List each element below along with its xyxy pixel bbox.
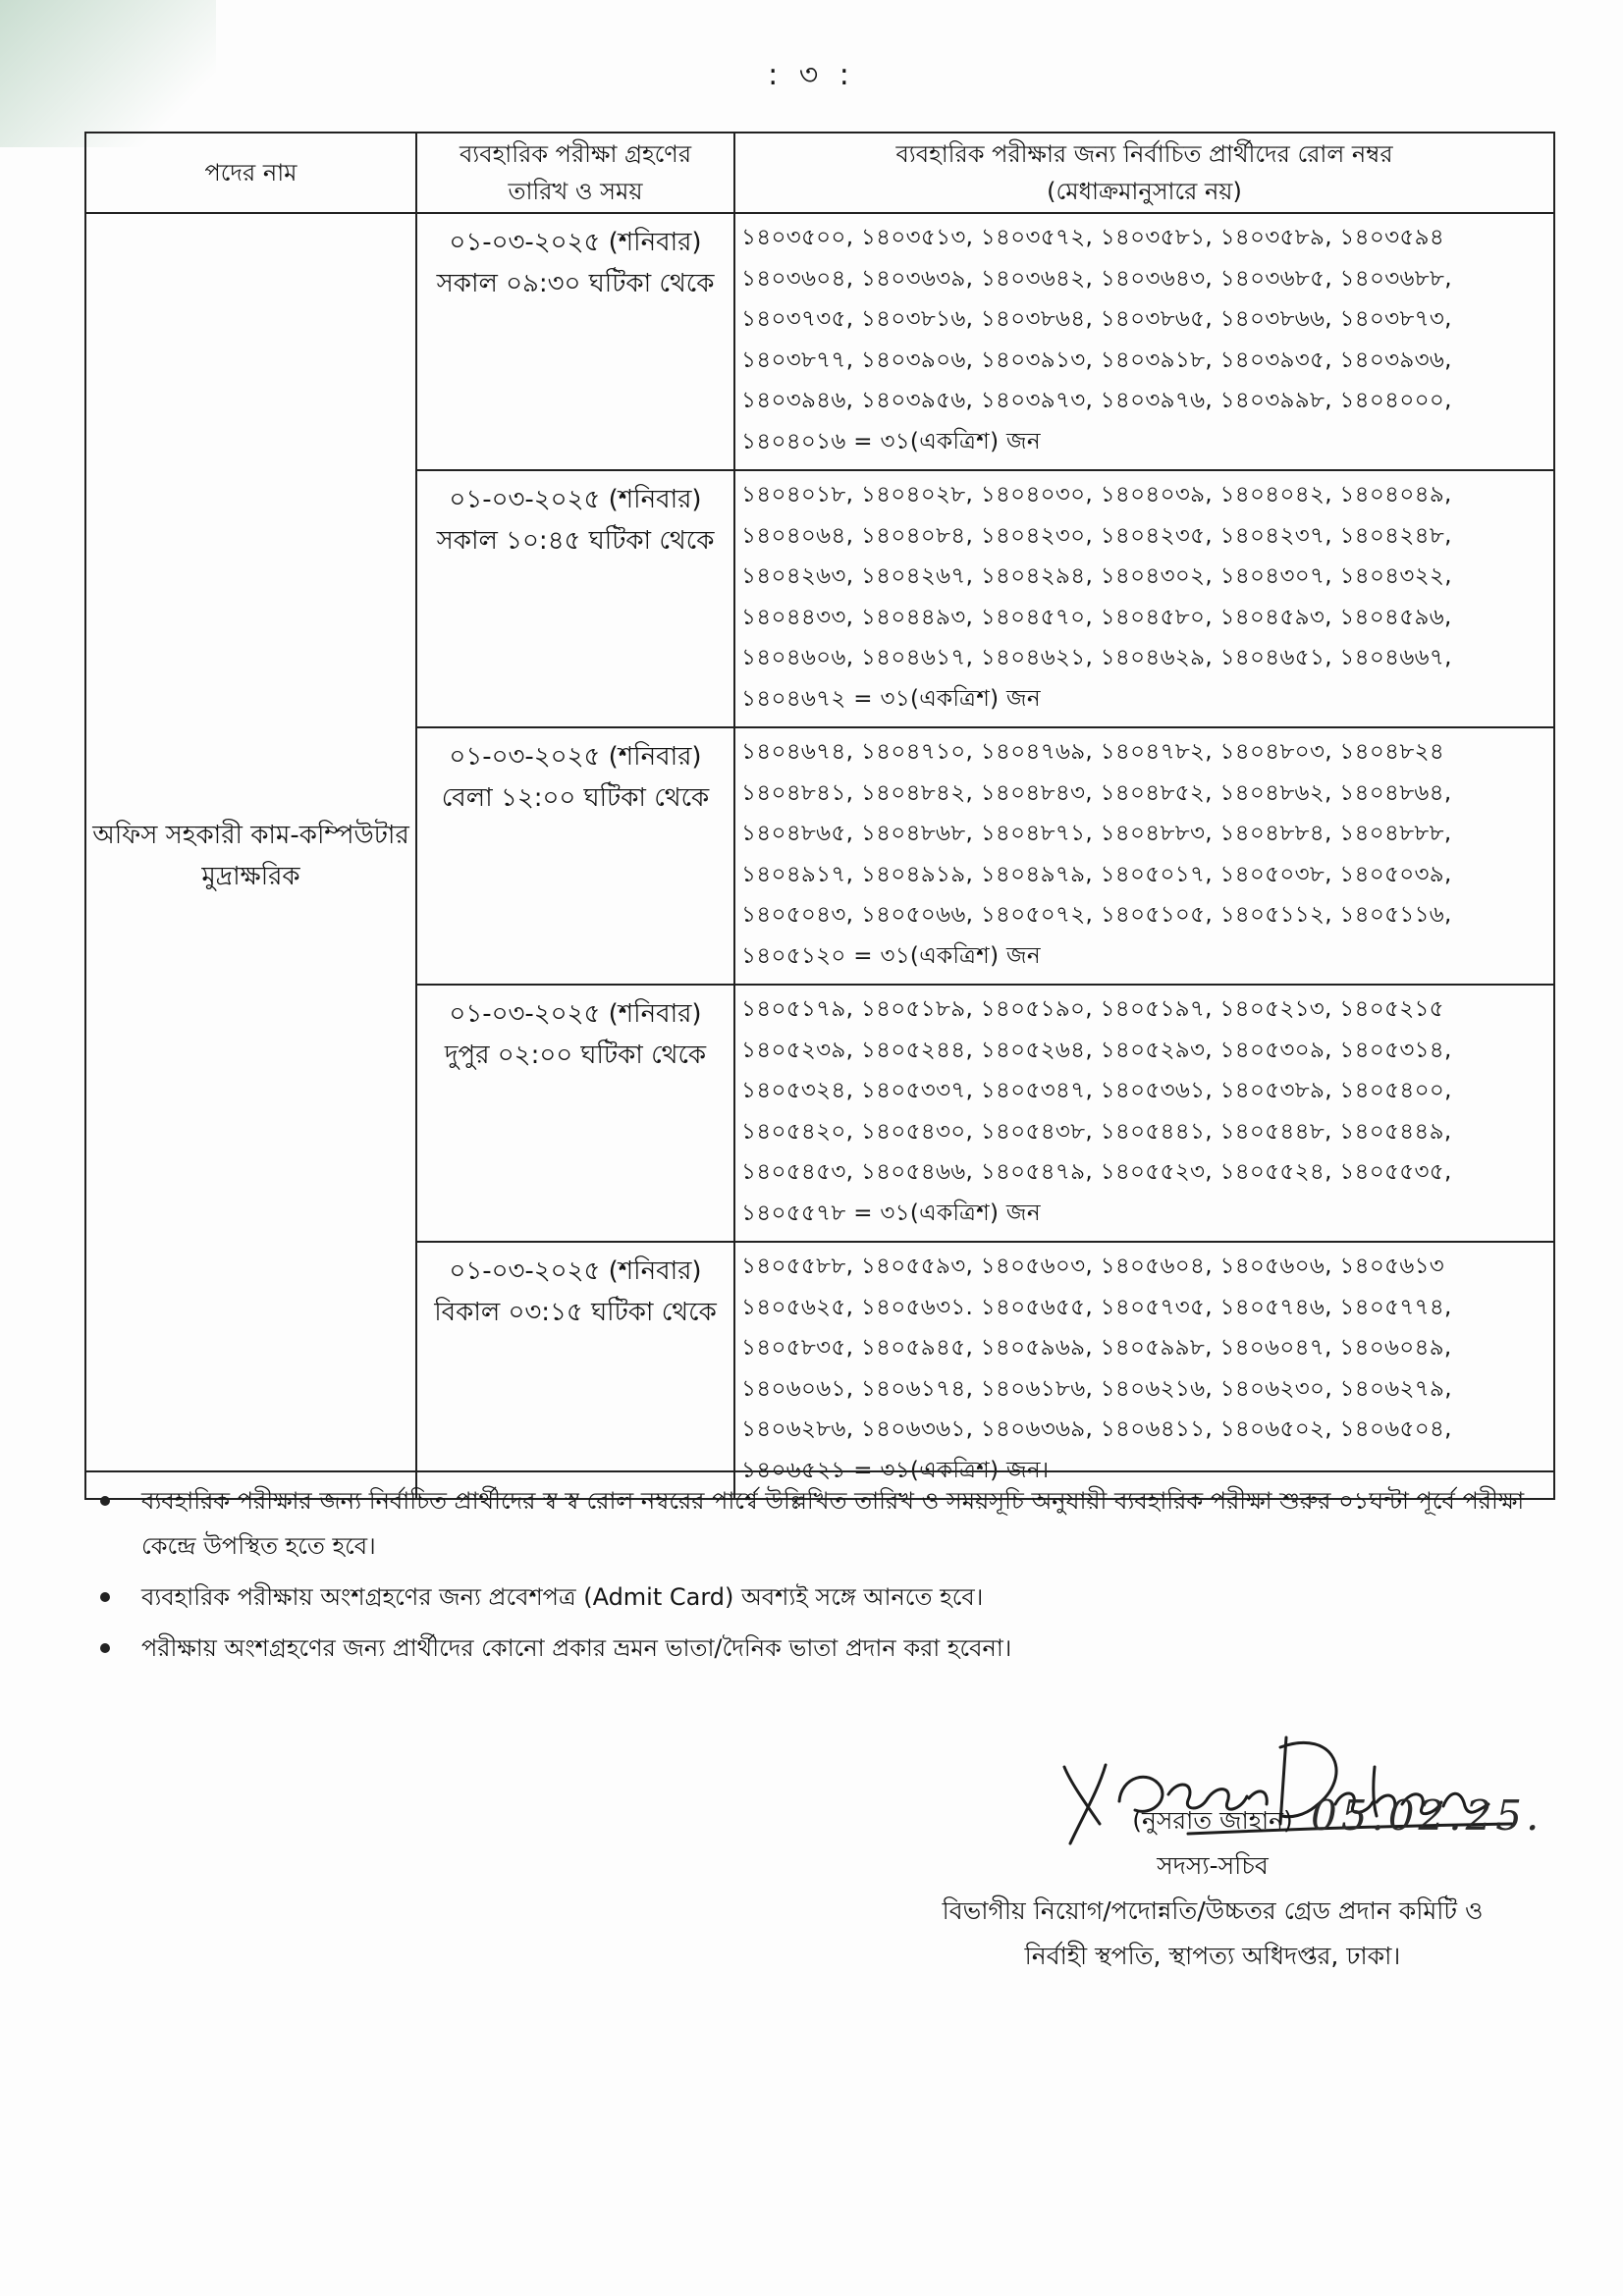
session-datetime xyxy=(416,727,734,985)
session-date: ০১-০৩-২০২৫ (শনিবার) xyxy=(449,999,702,1029)
session-total: ১৪০৫১২০ = ৩১(একত্রিশ) জন xyxy=(741,942,1041,969)
page-number: : ৩ : xyxy=(768,58,855,92)
session-datetime xyxy=(416,1242,734,1499)
header-post-name: পদের নাম xyxy=(85,133,416,213)
instruction-item: ব্যবহারিক পরীক্ষার জন্য নির্বাচিত প্রার্থীদের স্ব স্ব রোল নম্বরের পার্শ্বে উল্লিখিত তারিখ ও সময়সূচি অনুযায়ী ব্যবহারিক পরীক্ষা শুরুর ০১ঘন্টা পূর্বে পরীক্ষা কেন্দ্রে উপস্থিত হতে হবে। xyxy=(92,1478,1545,1569)
table-row xyxy=(85,213,1554,470)
session-time: বিকাল ০৩:১৫ ঘটিকা থেকে xyxy=(434,1298,717,1327)
table-header-row xyxy=(85,133,1554,213)
instruction-item: ব্যবহারিক পরীক্ষায় অংশগ্রহণের জন্য প্রবেশপত্র (Admit Card) অবশ্যই সঙ্গে আনতে হবে। xyxy=(92,1575,1545,1620)
header-selected-roll-numbers: ব্যবহারিক পরীক্ষার জন্য নির্বাচিত প্রার্থীদের রোল নম্বর (মেধাক্রমানুসারে নয়) xyxy=(734,133,1554,213)
session-total: ১৪০৬৫২১ = ৩১(একত্রিশ) জন। xyxy=(741,1457,1050,1483)
session-date: ০১-০৩-২০২৫ (শনিবার) xyxy=(449,742,702,772)
session-total: ১৪০৫৫৭৮ = ৩১(একত্রিশ) জন xyxy=(741,1200,1041,1226)
header-exam-datetime: ব্যবহারিক পরীক্ষা গ্রহণের তারিখ ও সময় xyxy=(416,133,734,213)
signatory-committee: বিভাগীয় নিয়োগ/পদোন্নতি/উচ্চতর গ্রেড প্রদান কমিটি ও xyxy=(942,1896,1484,1925)
signatory-office: নির্বাহী স্থপতি, স্থাপত্য অধিদপ্তর, ঢাকা। xyxy=(1024,1942,1401,1970)
signatory-designation: সদস্য-সচিব xyxy=(1157,1851,1269,1880)
instruction-item: পরীক্ষায় অংশগ্রহণের জন্য প্রার্থীদের কোনো প্রকার ভ্রমন ভাতা/দৈনিক ভাতা প্রদান করা হবেনা। xyxy=(92,1626,1545,1671)
signatory-block xyxy=(854,1798,1571,1979)
session-datetime xyxy=(416,470,734,727)
session-time: সকাল ০৯:৩০ ঘটিকা থেকে xyxy=(436,269,715,298)
session-roll-numbers: ১৪০৪৬৭৪, ১৪০৪৭১০, ১৪০৪৭৬৯, ১৪০৪৭৮২, ১৪০৪৮০৩, ১৪০৪৮২৪ ১৪০৪৮৪১, ১৪০৪৮৪২, ১৪০৪৮৪৩, ১৪০৪৮৫২, ১৪০৪৮৬২, ১৪০৪৮৬৪, ১৪০৪৮৬৫, ১৪০৪৮৬৮, ১৪০৪৮৭১, ১৪০৪৮৮৩, ১৪০৪৮৮৪, ১৪০৪৮৮৮, ১৪০৪৯১৭, ১৪০৪৯১৯, ১৪০৪৯৭৯, ১৪০৫০১৭, ১৪০৫০৩৮, ১৪০৫০৩৯, ১৪০৫০৪৩, ১৪০৫০৬৬, ১৪০৫০৭২, ১৪০৫১০৫, ১৪০৫১১২, ১৪০৫১১৬, ১৪০৫১২০ = ৩১(একত্রিশ) জন xyxy=(734,727,1554,985)
session-date: ০১-০৩-২০২৫ (শনিবার) xyxy=(449,1256,702,1286)
session-total: ১৪০৪০১৬ = ৩১(একত্রিশ) জন xyxy=(741,428,1041,454)
signature-date: 05.02.25. xyxy=(1311,1791,1543,1840)
post-name-cell: অফিস সহকারী কাম-কম্পিউটার মুদ্রাক্ষরিক xyxy=(85,213,416,1499)
table-bottom-rule xyxy=(84,1470,1553,1472)
session-roll-numbers: ১৪০৪০১৮, ১৪০৪০২৮, ১৪০৪০৩০, ১৪০৪০৩৯, ১৪০৪০৪২, ১৪০৪০৪৯, ১৪০৪০৬৪, ১৪০৪০৮৪, ১৪০৪২৩০, ১৪০৪২৩৫, ১৪০৪২৩৭, ১৪০৪২৪৮, ১৪০৪২৬৩, ১৪০৪২৬৭, ১৪০৪২৯৪, ১৪০৪৩০২, ১৪০৪৩০৭, ১৪০৪৩২২, ১৪০৪৪৩৩, ১৪০৪৪৯৩, ১৪০৪৫৭০, ১৪০৪৫৮০, ১৪০৪৫৯৩, ১৪০৪৫৯৬, ১৪০৪৬০৬, ১৪০৪৬১৭, ১৪০৪৬২১, ১৪০৪৬২৯, ১৪০৪৬৫১, ১৪০৪৬৬৭, ১৪০৪৬৭২ = ৩১(একত্রিশ) জন xyxy=(734,470,1554,727)
session-datetime xyxy=(416,985,734,1242)
session-time: বেলা ১২:০০ ঘটিকা থেকে xyxy=(441,783,710,813)
practical-exam-schedule-table xyxy=(84,132,1555,1500)
session-total: ১৪০৪৬৭২ = ৩১(একত্রিশ) জন xyxy=(741,685,1041,712)
instructions-list xyxy=(92,1478,1545,1677)
session-datetime xyxy=(416,213,734,470)
session-roll-numbers: ১৪০৩৫০০, ১৪০৩৫১৩, ১৪০৩৫৭২, ১৪০৩৫৮১, ১৪০৩৫৮৯, ১৪০৩৫৯৪ ১৪০৩৬০৪, ১৪০৩৬৩৯, ১৪০৩৬৪২, ১৪০৩৬৪৩, ১৪০৩৬৮৫, ১৪০৩৬৮৮, ১৪০৩৭৩৫, ১৪০৩৮১৬, ১৪০৩৮৬৪, ১৪০৩৮৬৫, ১৪০৩৮৬৬, ১৪০৩৮৭৩, ১৪০৩৮৭৭, ১৪০৩৯০৬, ১৪০৩৯১৩, ১৪০৩৯১৮, ১৪০৩৯৩৫, ১৪০৩৯৩৬, ১৪০৩৯৪৬, ১৪০৩৯৫৬, ১৪০৩৯৭৩, ১৪০৩৯৭৬, ১৪০৩৯৯৮, ১৪০৪০০০, ১৪০৪০১৬ = ৩১(একত্রিশ) জন xyxy=(734,213,1554,470)
session-date: ০১-০৩-২০২৫ (শনিবার) xyxy=(449,485,702,514)
session-roll-numbers: ১৪০৫৫৮৮, ১৪০৫৫৯৩, ১৪০৫৬০৩, ১৪০৫৬০৪, ১৪০৫৬০৬, ১৪০৫৬১৩ ১৪০৫৬২৫, ১৪০৫৬৩১. ১৪০৫৬৫৫, ১৪০৫৭৩৫, ১৪০৫৭৪৬, ১৪০৫৭৭৪, ১৪০৫৮৩৫, ১৪০৫৯৪৫, ১৪০৫৯৬৯, ১৪০৫৯৯৮, ১৪০৬০৪৭, ১৪০৬০৪৯, ১৪০৬০৬১, ১৪০৬১৭৪, ১৪০৬১৮৬, ১৪০৬২১৬, ১৪০৬২৩০, ১৪০৬২৭৯, ১৪০৬২৮৬, ১৪০৬৩৬১, ১৪০৬৩৬৯, ১৪০৬৪১১, ১৪০৬৫০২, ১৪০৬৫০৪, ১৪০৬৫২১ = ৩১(একত্রিশ) জন। xyxy=(734,1242,1554,1499)
session-time: দুপুর ০২:০০ ঘটিকা থেকে xyxy=(444,1041,707,1070)
session-time: সকাল ১০:৪৫ ঘটিকা থেকে xyxy=(436,526,715,556)
session-date: ০১-০৩-২০২৫ (শনিবার) xyxy=(449,228,702,257)
signatory-name: (নুসরাত জাহান) xyxy=(1132,1806,1293,1835)
session-roll-numbers: ১৪০৫১৭৯, ১৪০৫১৮৯, ১৪০৫১৯০, ১৪০৫১৯৭, ১৪০৫২১৩, ১৪০৫২১৫ ১৪০৫২৩৯, ১৪০৫২৪৪, ১৪০৫২৬৪, ১৪০৫২৯৩, ১৪০৫৩০৯, ১৪০৫৩১৪, ১৪০৫৩২৪, ১৪০৫৩৩৭, ১৪০৫৩৪৭, ১৪০৫৩৬১, ১৪০৫৩৮৯, ১৪০৫৪০০, ১৪০৫৪২০, ১৪০৫৪৩০, ১৪০৫৪৩৮, ১৪০৫৪৪১, ১৪০৫৪৪৮, ১৪০৫৪৪৯, ১৪০৫৪৫৩, ১৪০৫৪৬৬, ১৪০৫৪৭৯, ১৪০৫৫২৩, ১৪০৫৫২৪, ১৪০৫৫৩৫, ১৪০৫৫৭৮ = ৩১(একত্রিশ) জন xyxy=(734,985,1554,1242)
